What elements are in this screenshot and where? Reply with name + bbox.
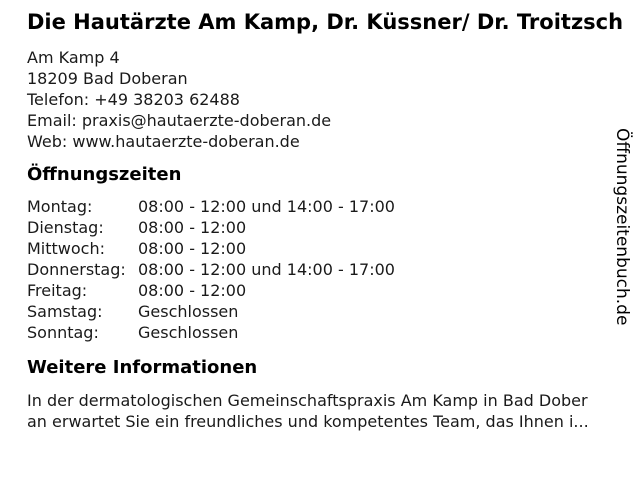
- hours-times-monday: 08:00 - 12:00 und 14:00 - 17:00: [138, 197, 395, 216]
- vertical-branding-label: Öffnungszeitenbuch.de: [612, 128, 632, 326]
- hours-day-monday: Montag:: [27, 197, 93, 216]
- web-value: www.hautaerzte-doberan.de: [72, 132, 300, 151]
- email-label: Email:: [27, 111, 77, 130]
- hours-day-thursday: Donnerstag:: [27, 260, 126, 279]
- phone-label: Telefon:: [27, 90, 90, 109]
- address-city: 18209 Bad Doberan: [27, 69, 188, 88]
- hours-day-saturday: Samstag:: [27, 302, 103, 321]
- phone-line: [27, 89, 596, 110]
- hours-times-friday: 08:00 - 12:00: [138, 281, 247, 300]
- opening-hours-heading: Öffnungszeiten: [27, 164, 182, 185]
- hours-day-tuesday: Dienstag:: [27, 218, 104, 237]
- hours-times-tuesday: 08:00 - 12:00: [138, 218, 247, 237]
- hours-times-sunday: Geschlossen: [138, 323, 239, 342]
- hours-day-wednesday: Mittwoch:: [27, 239, 105, 258]
- hours-day-sunday: Sonntag:: [27, 323, 99, 342]
- phone-value: +49 38203 62488: [94, 90, 240, 109]
- hours-day-friday: Freitag:: [27, 281, 88, 300]
- hours-times-thursday: 08:00 - 12:00 und 14:00 - 17:00: [138, 260, 395, 279]
- hours-times-saturday: Geschlossen: [138, 302, 239, 321]
- hours-times-wednesday: 08:00 - 12:00: [138, 239, 247, 258]
- email-line: [27, 110, 596, 131]
- opening-hours-table: [27, 196, 596, 343]
- contact-block: [27, 47, 596, 152]
- address-street: Am Kamp 4: [27, 48, 120, 67]
- web-label: Web:: [27, 132, 68, 151]
- web-line: [27, 131, 596, 152]
- info-paragraph: [27, 390, 596, 432]
- page-title: Die Hautärzte Am Kamp, Dr. Küssner/ Dr. Troitzsch: [27, 10, 624, 34]
- email-value: praxis@hautaerzte-doberan.de: [81, 111, 332, 130]
- more-info-heading: Weitere Informationen: [27, 357, 258, 378]
- info-paragraph-line-2: an erwartet Sie ein freundliches und kompetentes Team, das Ihnen i...: [27, 412, 589, 431]
- info-paragraph-line-1: In der dermatologischen Gemeinschaftspraxis Am Kamp in Bad Dober: [27, 391, 588, 410]
